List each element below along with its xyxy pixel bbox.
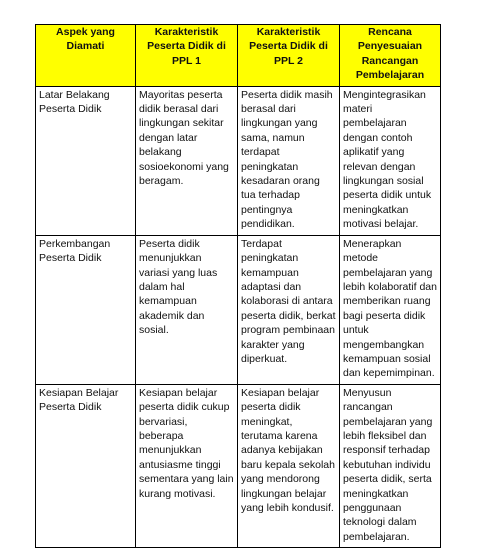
cell-plan: Menerapkan metode pembelajaran yang lebih kolaboratif dan memberikan ruang bagi peserta didik untuk mengembangkan kemampuan sosial dan kepemimpinan. <box>340 235 441 384</box>
cell-aspect: Kesiapan Belajar Peserta Didik <box>36 384 136 547</box>
cell-ppl1: Mayoritas peserta didik berasal dari lingkungan sekitar dengan latar belakang sosioekonomi yang beragam. <box>136 86 238 235</box>
cell-ppl1: Peserta didik menunjukkan variasi yang luas dalam hal kemampuan akademik dan sosial. <box>136 235 238 384</box>
table-body <box>36 86 441 548</box>
table-row <box>36 384 441 547</box>
cell-aspect: Perkembangan Peserta Didik <box>36 235 136 384</box>
table-header <box>36 25 441 87</box>
cell-aspect: Latar Belakang Peserta Didik <box>36 86 136 235</box>
cell-ppl2: Kesiapan belajar peserta didik meningkat, terutama karena adanya kebijakan baru kepala sekolah yang mendorong lingkungan belajar yang lebih kondusif. <box>238 384 340 547</box>
header-aspect: Aspek yang Diamati <box>36 25 136 87</box>
table-row <box>36 86 441 235</box>
header-plan: Rencana Penyesuaian Rancangan Pembelajaran <box>340 25 441 87</box>
cell-ppl2: Terdapat peningkatan kemampuan adaptasi dan kolaborasi di antara peserta didik, berkat program pembinaan karakter yang diperkuat. <box>238 235 340 384</box>
cell-plan: Mengintegrasikan materi pembelajaran dengan contoh aplikatif yang relevan dengan lingkungan sosial peserta didik untuk meningkatkan motivasi belajar. <box>340 86 441 235</box>
header-ppl2: Karakteristik Peserta Didik di PPL 2 <box>238 25 340 87</box>
header-row <box>36 25 441 87</box>
cell-ppl1: Kesiapan belajar peserta didik cukup bervariasi, beberapa menunjukkan antusiasme tinggi sementara yang lain kurang motivasi. <box>136 384 238 547</box>
cell-plan: Menyusun rancangan pembelajaran yang lebih fleksibel dan responsif terhadap kebutuhan individu peserta didik, serta meningkatkan penggunaan teknologi dalam pembelajaran. <box>340 384 441 547</box>
table-row <box>36 235 441 384</box>
comparison-table <box>35 24 441 548</box>
header-ppl1: Karakteristik Peserta Didik di PPL 1 <box>136 25 238 87</box>
cell-ppl2: Peserta didik masih berasal dari lingkungan yang sama, namun terdapat peningkatan kesadaran orang tua terhadap pentingnya pendidikan. <box>238 86 340 235</box>
